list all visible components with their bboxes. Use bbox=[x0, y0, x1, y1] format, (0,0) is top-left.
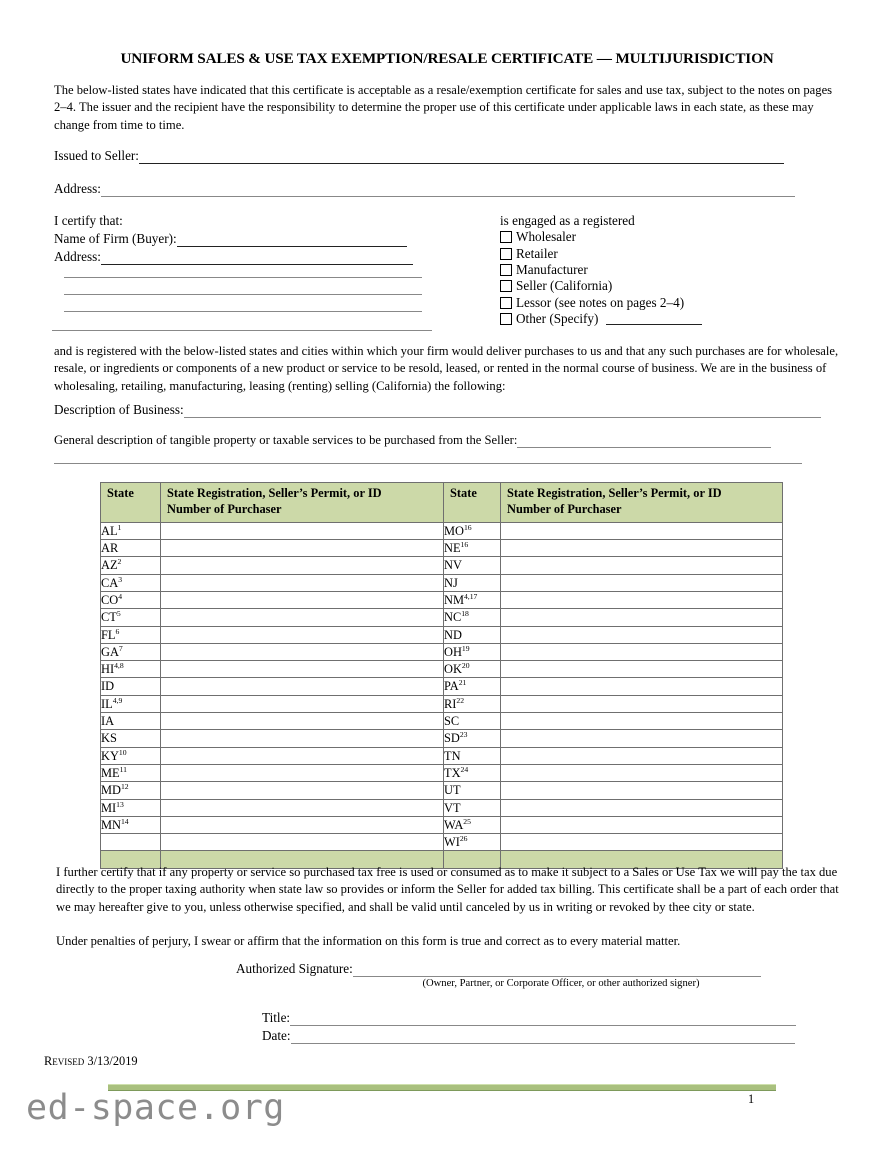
registration-number-cell[interactable] bbox=[161, 730, 444, 747]
table-row bbox=[101, 799, 783, 816]
checkbox-row-retailer[interactable] bbox=[500, 245, 800, 261]
registration-number-cell[interactable] bbox=[501, 764, 783, 781]
table-row bbox=[101, 816, 783, 833]
state-cell: TN bbox=[444, 747, 501, 764]
state-cell: ID bbox=[101, 678, 161, 695]
date-input[interactable] bbox=[291, 1031, 795, 1044]
state-cell: ME$^{11}$ bbox=[101, 764, 161, 781]
state-cell: OH$^{19}$ bbox=[444, 643, 501, 660]
issued-to-seller-input[interactable] bbox=[139, 151, 784, 164]
table-row bbox=[101, 678, 783, 695]
table-row bbox=[101, 626, 783, 643]
table-row bbox=[101, 522, 783, 539]
description-of-business-label: Description of Business: bbox=[54, 402, 184, 417]
state-cell: PA$^{21}$ bbox=[444, 678, 501, 695]
table-row bbox=[101, 574, 783, 591]
table-row bbox=[101, 713, 783, 730]
table-row bbox=[101, 764, 783, 781]
signer-note: (Owner, Partner, or Corporate Officer, or other authorized signer) bbox=[422, 978, 700, 989]
title-field bbox=[262, 1010, 796, 1026]
registration-number-cell[interactable] bbox=[501, 540, 783, 557]
revised-label: Revised bbox=[44, 1054, 85, 1068]
registration-number-cell[interactable] bbox=[501, 557, 783, 574]
state-cell: WI$^{26}$ bbox=[444, 834, 501, 851]
state-cell: IL$^{4,9}$ bbox=[101, 695, 161, 712]
registration-number-cell[interactable] bbox=[501, 609, 783, 626]
perjury-paragraph: Under penalties of perjury, I swear or affirm that the information on this form is true and correct as to every material matter. bbox=[56, 934, 681, 948]
firm-address-line-4[interactable] bbox=[64, 311, 422, 312]
registration-number-cell[interactable] bbox=[161, 695, 444, 712]
table-row bbox=[101, 609, 783, 626]
checkbox-icon[interactable] bbox=[500, 297, 512, 309]
state-cell: SD$^{23}$ bbox=[444, 730, 501, 747]
table-body bbox=[101, 522, 783, 851]
state-cell: ND bbox=[444, 626, 501, 643]
table-row bbox=[101, 540, 783, 557]
firm-name-field bbox=[54, 231, 407, 247]
table-row bbox=[101, 695, 783, 712]
registration-number-cell[interactable] bbox=[161, 661, 444, 678]
header-line-1: State Registration, Seller’s Permit, or ID bbox=[507, 486, 722, 500]
state-cell: NC$^{18}$ bbox=[444, 609, 501, 626]
issued-to-seller-label: Issued to Seller: bbox=[54, 148, 139, 163]
firm-name-input[interactable] bbox=[177, 234, 407, 247]
general-description-field bbox=[54, 432, 771, 448]
checkbox-icon[interactable] bbox=[500, 248, 512, 260]
registration-number-cell[interactable] bbox=[161, 678, 444, 695]
engaged-heading: is engaged as a registered bbox=[500, 213, 635, 228]
date-label: Date: bbox=[262, 1028, 291, 1043]
registration-number-cell[interactable] bbox=[501, 834, 783, 851]
state-cell: OK$^{20}$ bbox=[444, 661, 501, 678]
engaged-options-list bbox=[500, 229, 800, 327]
registration-number-cell[interactable] bbox=[161, 747, 444, 764]
registration-number-cell[interactable] bbox=[501, 713, 783, 730]
state-cell: SC bbox=[444, 713, 501, 730]
header-line-2: Number of Purchaser bbox=[507, 501, 622, 516]
table-header-row bbox=[101, 483, 783, 523]
table-row bbox=[101, 557, 783, 574]
state-cell: KS bbox=[101, 730, 161, 747]
state-cell bbox=[101, 834, 161, 851]
checkbox-row-wholesaler[interactable] bbox=[500, 229, 800, 245]
state-cell: MI$^{13}$ bbox=[101, 799, 161, 816]
registration-number-cell[interactable] bbox=[161, 816, 444, 833]
revised-date: 3/13/2019 bbox=[87, 1054, 138, 1068]
seller-address-field bbox=[54, 181, 795, 197]
checkbox-icon[interactable] bbox=[500, 280, 512, 292]
watermark: ed-space.org bbox=[26, 1088, 285, 1128]
checkbox-label: Lessor (see notes on pages 2–4) bbox=[516, 294, 685, 310]
checkbox-row-other[interactable] bbox=[500, 311, 800, 327]
firm-address-field bbox=[54, 249, 413, 265]
registration-number-cell[interactable] bbox=[501, 626, 783, 643]
registration-number-cell[interactable] bbox=[501, 678, 783, 695]
description-of-business-input[interactable] bbox=[184, 405, 821, 418]
registration-number-cell[interactable] bbox=[501, 782, 783, 799]
authorized-signature-input[interactable] bbox=[353, 964, 761, 977]
intro-paragraph: The below-listed states have indicated that this certificate is acceptable as a resale/exemption certificate for sales and use tax, subject to the notes on pages 2–4. The issuer and the recipient have the responsibility to determine the proper use of this certificate under applicable laws in each state, as these may change from time to time. bbox=[54, 83, 833, 132]
state-cell: NV bbox=[444, 557, 501, 574]
state-cell: NM$^{4,17}$ bbox=[444, 591, 501, 608]
state-cell: TX$^{24}$ bbox=[444, 764, 501, 781]
registration-number-cell[interactable] bbox=[161, 540, 444, 557]
checkbox-row-manufacturer[interactable] bbox=[500, 262, 800, 278]
registration-number-cell[interactable] bbox=[501, 661, 783, 678]
general-description-label: General description of tangible property or taxable services to be purchased from the Seller: bbox=[54, 433, 518, 447]
authorized-signature-field bbox=[236, 961, 761, 977]
checkbox-label: Manufacturer bbox=[516, 261, 588, 277]
registration-number-cell[interactable] bbox=[161, 799, 444, 816]
page-title: UNIFORM SALES & USE TAX EXEMPTION/RESALE CERTIFICATE — MULTIJURISDICTION bbox=[120, 50, 774, 67]
registration-number-cell[interactable] bbox=[501, 522, 783, 539]
state-cell: $GA^7$ bbox=[101, 643, 161, 660]
state-cell: UT bbox=[444, 782, 501, 799]
state-cell: IA bbox=[101, 713, 161, 730]
checkbox-icon[interactable] bbox=[500, 264, 512, 276]
further-certify-paragraph: I further certify that if any property or service so purchased tax free is used or consumed as to make it subject to a Sales or Use Tax we will pay the tax due directly to the proper taxing authority when state law so provides or inform the Seller for added tax billing. This certificate shall be a part of each order that we may hereafter give to you, unless otherwise specified, and shall be valid until canceled by us in writing or revoked by thee city or state. bbox=[56, 865, 839, 914]
state-cell: $FL^6$ bbox=[101, 626, 161, 643]
checkbox-label: Other (Specify) bbox=[516, 311, 599, 327]
column-header-registration-left bbox=[161, 483, 444, 523]
registration-number-cell[interactable] bbox=[161, 557, 444, 574]
state-cell: RI$^{22}$ bbox=[444, 695, 501, 712]
column-header-registration-right bbox=[501, 483, 783, 523]
seller-address-input[interactable] bbox=[101, 184, 795, 197]
state-cell: MO$^{16}$ bbox=[444, 522, 501, 539]
other-specify-input[interactable] bbox=[606, 313, 702, 325]
state-cell: VT bbox=[444, 799, 501, 816]
certify-label: I certify that: bbox=[54, 213, 123, 228]
table-row bbox=[101, 834, 783, 851]
state-cell: $AZ^2$ bbox=[101, 557, 161, 574]
registration-number-cell[interactable] bbox=[501, 799, 783, 816]
registration-number-cell[interactable] bbox=[501, 643, 783, 660]
header-line-2: Number of Purchaser bbox=[167, 501, 282, 516]
checkbox-icon[interactable] bbox=[500, 313, 512, 325]
state-cell: $CO^4$ bbox=[101, 591, 161, 608]
state-registration-table bbox=[100, 482, 783, 869]
table-row bbox=[101, 782, 783, 799]
registration-number-cell[interactable] bbox=[161, 713, 444, 730]
firm-address-line-2[interactable] bbox=[64, 277, 422, 278]
registration-number-cell[interactable] bbox=[161, 834, 444, 851]
description-of-business-field bbox=[54, 402, 821, 418]
column-header-state-right: State bbox=[444, 483, 501, 523]
date-field bbox=[262, 1028, 795, 1044]
firm-name-label: Name of Firm (Buyer): bbox=[54, 231, 177, 246]
state-cell: AR bbox=[101, 540, 161, 557]
registration-number-cell[interactable] bbox=[501, 695, 783, 712]
general-description-line-2[interactable] bbox=[54, 463, 802, 464]
registration-number-cell[interactable] bbox=[501, 591, 783, 608]
checkbox-row-seller-california[interactable] bbox=[500, 278, 800, 294]
page-number: 1 bbox=[748, 1092, 755, 1106]
registration-number-cell[interactable] bbox=[501, 816, 783, 833]
firm-address-line-3[interactable] bbox=[64, 294, 422, 295]
state-cell: KY$^{10}$ bbox=[101, 747, 161, 764]
registration-number-cell[interactable] bbox=[501, 747, 783, 764]
revised-stamp bbox=[44, 1054, 138, 1069]
state-cell: WA$^{25}$ bbox=[444, 816, 501, 833]
checkbox-label: Seller (California) bbox=[516, 278, 613, 294]
checkbox-icon[interactable] bbox=[500, 231, 512, 243]
registration-number-cell[interactable] bbox=[161, 626, 444, 643]
header-line-1: State Registration, Seller’s Permit, or ID bbox=[167, 486, 382, 500]
title-label: Title: bbox=[262, 1010, 291, 1025]
authorized-signature-label: Authorized Signature: bbox=[236, 961, 353, 976]
issued-to-seller-field bbox=[54, 148, 784, 164]
registration-number-cell[interactable] bbox=[161, 522, 444, 539]
seller-address-label: Address: bbox=[54, 181, 101, 196]
registration-number-cell[interactable] bbox=[161, 643, 444, 660]
registered-paragraph: and is registered with the below-listed states and cities within which your firm would deliver purchases to us and that any such purchases are for wholesale, resale, or ingredients or components of a new product or service to be resold, leased, or rented in the normal course of business. We are in the business of wholesaling, retailing, manufacturing, leasing (renting) selling (California) the following: bbox=[54, 344, 839, 393]
state-cell: $CT^5$ bbox=[101, 609, 161, 626]
general-description-input[interactable] bbox=[517, 435, 771, 448]
state-cell: HI$^{4,8}$ bbox=[101, 661, 161, 678]
state-cell: $AL^1$ bbox=[101, 522, 161, 539]
registration-number-cell[interactable] bbox=[501, 730, 783, 747]
state-cell: MD$^{12}$ bbox=[101, 782, 161, 799]
state-cell: NE$^{16}$ bbox=[444, 540, 501, 557]
state-cell: $CA^3$ bbox=[101, 574, 161, 591]
firm-address-line-5[interactable] bbox=[52, 330, 432, 331]
column-header-state-left: State bbox=[101, 483, 161, 523]
table-row bbox=[101, 643, 783, 660]
table-row bbox=[101, 730, 783, 747]
registration-number-cell[interactable] bbox=[161, 764, 444, 781]
registration-number-cell[interactable] bbox=[161, 609, 444, 626]
checkbox-label: Wholesaler bbox=[516, 229, 577, 245]
registration-number-cell[interactable] bbox=[161, 574, 444, 591]
registration-number-cell[interactable] bbox=[161, 591, 444, 608]
registration-number-cell[interactable] bbox=[501, 574, 783, 591]
table-row bbox=[101, 591, 783, 608]
registration-number-cell[interactable] bbox=[161, 782, 444, 799]
checkbox-label: Retailer bbox=[516, 245, 558, 261]
table-row bbox=[101, 747, 783, 764]
firm-address-input[interactable] bbox=[101, 252, 413, 265]
state-cell: MN$^{14}$ bbox=[101, 816, 161, 833]
firm-address-label: Address: bbox=[54, 249, 101, 264]
table-row bbox=[101, 661, 783, 678]
title-input[interactable] bbox=[290, 1013, 796, 1026]
state-cell: NJ bbox=[444, 574, 501, 591]
checkbox-row-lessor[interactable] bbox=[500, 295, 800, 311]
